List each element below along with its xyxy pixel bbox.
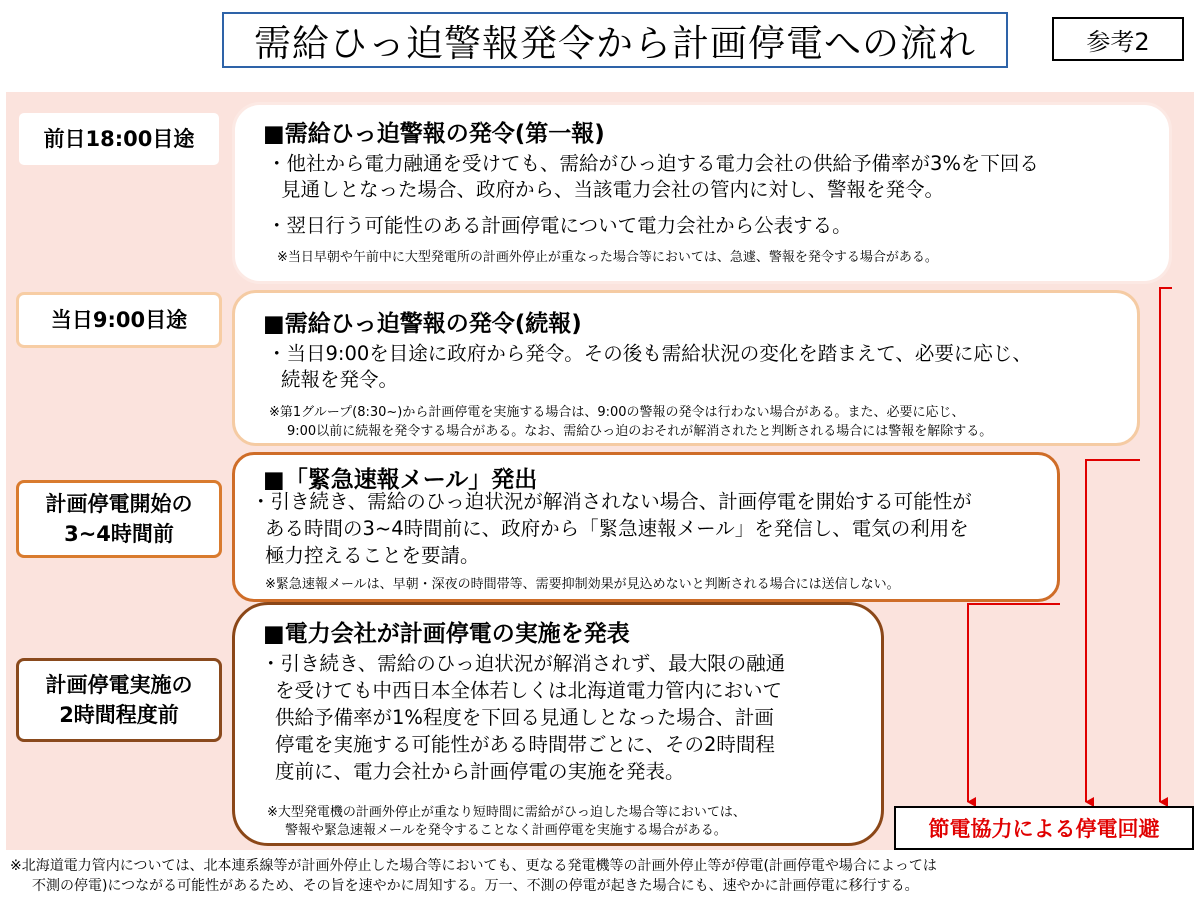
stage-2-line: 続報を発令。: [281, 368, 399, 391]
stage-4-heading: ■電力会社が計画停電の実施を発表: [263, 621, 630, 647]
arrow-from-stage-1: [1160, 288, 1172, 802]
page-title: 需給ひっ迫警報発令から計画停電への流れ: [222, 12, 1008, 68]
stage-1-label: 前日18:00目途: [16, 110, 222, 168]
arrow-from-stage-2: [1086, 460, 1140, 802]
footer-note: [10, 856, 937, 896]
stage-3-line: ・引き続き、需給のひっ迫状況が解消されない場合、計画停電を開始する可能性が: [251, 490, 972, 513]
reference-badge: 参考2: [1052, 17, 1184, 61]
stage-3-label-line: 計画停電開始の: [45, 492, 193, 516]
stage-1-line: ・他社から電力融通を受けても、需給がひっ迫する電力会社の供給予備率が3%を下回る: [267, 152, 1039, 175]
stage-3-label-line: 3~4時間前: [64, 522, 174, 546]
arrow-from-stage-3: [968, 604, 1060, 802]
footer-line: ※北海道電力管内については、北本連系線等が計画外停止した場合等においても、更なる発電機等の計画外停止等が停電(計画停電や場合によっては: [10, 858, 937, 874]
stage-4-line: を受けても中西日本全体若しくは北海道電力管内において: [275, 679, 783, 702]
stage-4-note: 警報や緊急速報メールを発令することなく計画停電を実施する場合がある。: [285, 823, 727, 838]
stage-4-label-line: 計画停電実施の: [45, 673, 193, 697]
footer-line: 不測の停電)につながる可能性があるため、その旨を速やかに周知する。万一、不測の停電が起きた場合にも、速やかに計画停電に移行する。: [32, 878, 919, 894]
stage-1-line: ・翌日行う可能性のある計画停電について電力会社から公表する。: [267, 214, 852, 237]
stage-3-note: ※緊急速報メールは、早朝・深夜の時間帯等、需要抑制効果が見込めないと判断される場合には送信しない。: [265, 577, 900, 592]
stage-2-heading: ■需給ひっ迫警報の発令(続報): [263, 311, 582, 337]
stage-2-label: 当日9:00目途: [16, 292, 222, 348]
outcome-box: 節電協力による停電回避: [894, 806, 1194, 850]
stage-4-line: 供給予備率が1%程度を下回る見通しとなった場合、計画: [275, 706, 774, 729]
stage-3-heading: ■「緊急速報メール」発出: [263, 467, 538, 493]
stage-2-line: ・当日9:00を目途に政府から発令。その後も需給状況の変化を踏まえて、必要に応じ、: [267, 342, 1032, 365]
stage-2-note: ※第1グループ(8:30~)から計画停電を実施する場合は、9:00の警報の発令は行わない場合がある。また、必要に応じ、: [269, 405, 965, 420]
stage-4-line: 停電を実施する可能性がある時間帯ごとに、その2時間程: [275, 733, 775, 756]
stage-4-line: 度前に、電力会社から計画停電の実施を発表。: [275, 760, 685, 783]
stage-4-label-line: 2時間程度前: [59, 703, 179, 727]
stage-1-note: ※当日早朝や午前中に大型発電所の計画外停止が重なった場合等においては、急遽、警報を発令する場合がある。: [277, 250, 938, 265]
stage-2-note: 9:00以前に続報を発令する場合がある。なお、需給ひっ迫のおそれが解消されたと判断される場合には警報を解除する。: [287, 424, 993, 439]
stage-1-line: 見通しとなった場合、政府から、当該電力会社の管内に対し、警報を発令。: [281, 178, 945, 201]
stage-1-heading: ■需給ひっ迫警報の発令(第一報): [263, 121, 605, 147]
stage-4-note: ※大型発電機の計画外停止が重なり短時間に需給がひっ迫した場合等においては、: [267, 805, 746, 820]
stage-3-line: 極力控えることを要請。: [265, 544, 480, 567]
stage-4-line: ・引き続き、需給のひっ迫状況が解消されず、最大限の融通: [261, 652, 786, 675]
stage-3-line: ある時間の3~4時間前に、政府から「緊急速報メール」を発信し、電気の利用を: [265, 517, 969, 540]
